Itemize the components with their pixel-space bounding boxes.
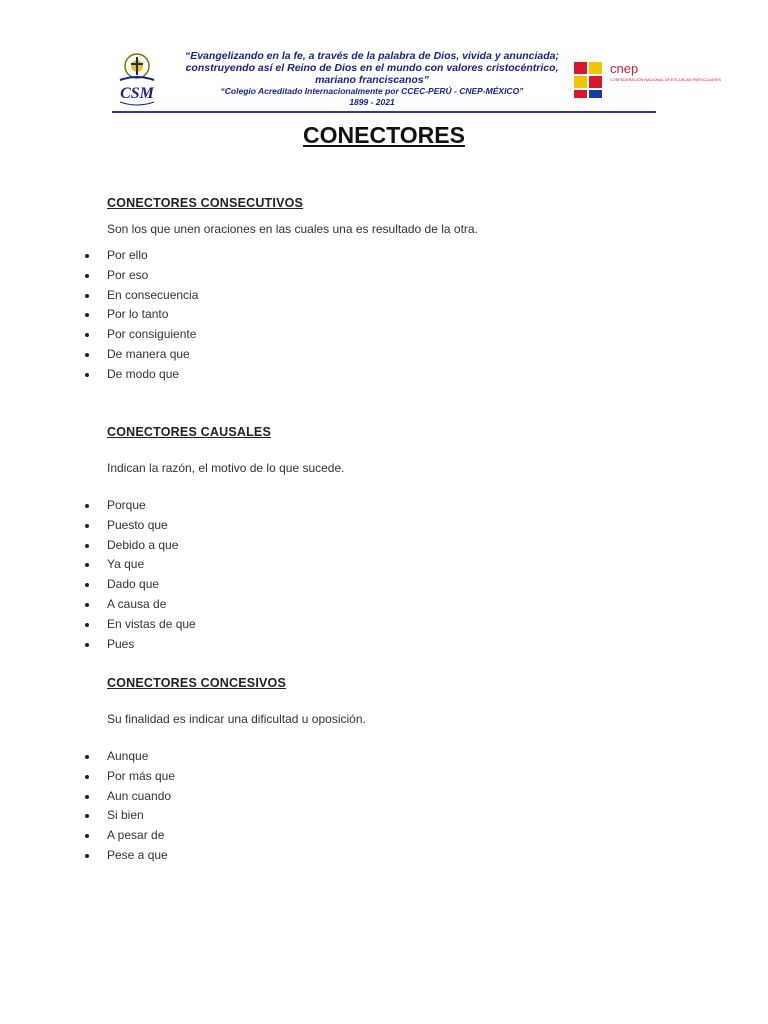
founding-years: 1899 - 2021 (349, 97, 395, 107)
bullet-icon (85, 353, 89, 357)
section-description-consecutivos: Son los que unen oraciones en las cuales una es resultado de la otra. (107, 222, 478, 236)
bullet-icon (85, 795, 89, 799)
cnep-subtext: CONFEDERACIÓN NACIONAL DE ESCUELAS PARTICULARES (610, 78, 722, 82)
document-header (112, 48, 722, 114)
motto-line-1: “Evangelizando en la fe, a través de la palabra de Dios, vivida y anunciada; (184, 50, 560, 62)
bullet-icon (85, 313, 89, 317)
accreditation-line: “Colegio Acreditado Internacionalmente por CCEC-PERÚ - CNEP-MÉXICO” (220, 86, 524, 96)
section-description-concesivos: Su finalidad es indicar una dificultad u oposición. (107, 712, 366, 726)
section-description-causales: Indican la razón, el motivo de lo que sucede. (107, 461, 345, 475)
page-title: CONECTORES (303, 122, 465, 148)
bullet-icon (85, 504, 89, 508)
header-divider (112, 111, 656, 113)
bullet-icon (85, 544, 89, 548)
section-title-causales: CONECTORES CAUSALES (107, 425, 272, 439)
bullet-icon (85, 755, 89, 759)
bullet-icon (85, 524, 89, 528)
motto-line-2: construyendo así el Reino de Dios en el mundo con valores cristocéntrico, mariano franciscanos” (185, 62, 559, 86)
bullet-icon (85, 814, 89, 818)
bullet-icon (85, 643, 89, 647)
bullet-icon (85, 563, 89, 567)
bullet-icon (85, 854, 89, 858)
bullet-icon (85, 373, 89, 377)
bullet-icon (85, 834, 89, 838)
bullet-icon (85, 333, 89, 337)
bullet-icon (85, 274, 89, 278)
school-crest-logo (112, 50, 162, 108)
bullet-icon (85, 623, 89, 627)
bullet-icon (85, 603, 89, 607)
section-title-consecutivos: CONECTORES CONSECUTIVOS (107, 196, 304, 210)
bullet-icon (85, 294, 89, 298)
cnep-wordmark: cnep (610, 61, 639, 76)
bullet-icon (85, 254, 89, 258)
bullet-icon (85, 583, 89, 587)
bullet-icon (85, 775, 89, 779)
section-title-concesivos: CONECTORES CONCESIVOS (107, 676, 286, 690)
cnep-logo (572, 60, 722, 100)
school-motto (166, 50, 578, 108)
crest-lettering: CSM (120, 85, 154, 102)
